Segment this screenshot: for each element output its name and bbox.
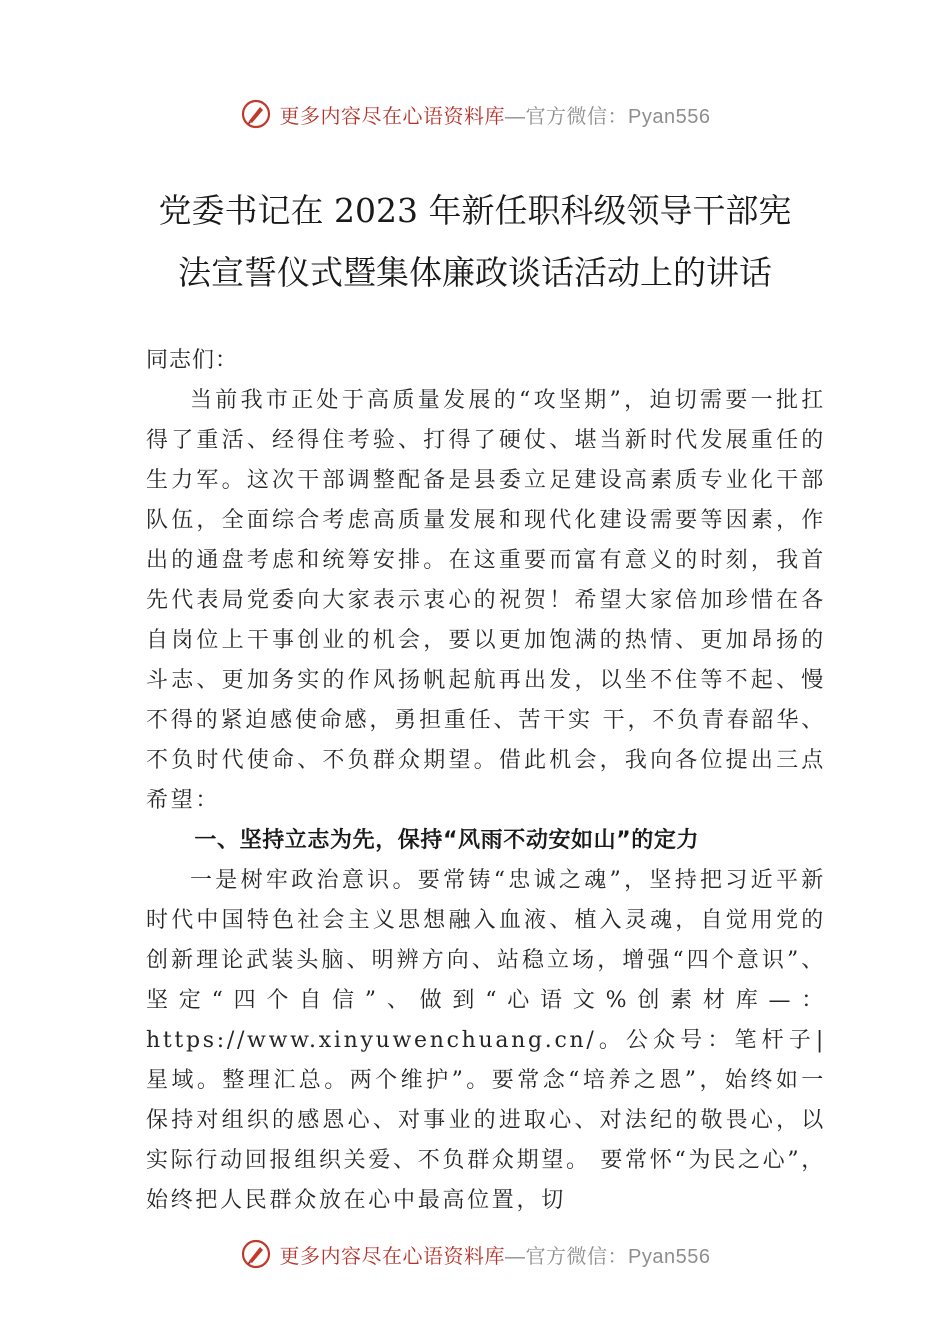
footer-watermark [0, 1234, 950, 1274]
document-body [146, 341, 826, 1221]
paragraph-political-awareness: 一是树牢政治意识。要常铸“忠诚之魂”，坚持把习近平新时代中国特色社会主义思想融入血液、植入灵魂，自觉用党的创新理论武装头脑、明辨方向、站稳立场，增强“四个意识”、坚定“四个自信”、做到“心语文%创素材库—：https://www.xinyuwenchuang.cn/。公众号：笔杆子|星域。整理汇总。两个维护”。要常念“培养之恩”，始终如一保持对组织的感恩心、对事业的进取心、对法纪的敬畏心，以实际行动回报组织关爱、不负群众期望。 要常怀“为民之心”，始终把人民群众放在心中最高位置，切 [146, 868, 826, 1213]
salutation: 同志们： [146, 348, 239, 373]
pen-logo-icon [240, 1238, 272, 1270]
watermark-text [280, 100, 711, 129]
paragraph-intro: 当前我市正处于高质量发展的“攻坚期”，迫切需要一批扛得了重活、经得住考验、打得了硬仗、堪当新时代发展重任的生力军。这次干部调整配备是县委立足建设高素质专业化干部队伍，全面综合考虑高质量发展和现代化建设需要等因素，作出的通盘考虑和统筹安排。在这重要而富有意义的时刻，我首先代表局党委向大家表示衷心的祝贺！希望大家倍加珍惜在各自岗位上干事创业的机会，要以更加饱满的热情、更加昂扬的斗志、更加务实的作风扬帆起航再出发，以坐不住等不起、慢不得的紧迫感使命感，勇担重任、苦干实 干，不负青春韶华、不负时代使命、不负群众期望。借此机会，我向各位提出三点希望： [146, 388, 826, 813]
watermark-text [280, 1240, 711, 1269]
watermark-dash: — [505, 105, 526, 128]
section-heading-1: 一、坚持立志为先，保持“风雨不动安如山”的定力 [194, 828, 700, 853]
watermark-brand: 更多内容尽在心语资料库 [279, 103, 506, 128]
header-watermark [0, 94, 950, 134]
watermark-wechat: 官方微信：Pyan556 [525, 105, 711, 128]
watermark-wechat: 官方微信：Pyan556 [525, 1245, 711, 1268]
pen-logo-icon [240, 98, 272, 130]
watermark-dash: — [505, 1245, 526, 1268]
title-line-1: 党委书记在 2023 年新任职科级领导干部宪 [158, 191, 792, 230]
watermark-brand: 更多内容尽在心语资料库 [279, 1243, 506, 1268]
title-line-2: 法宣誓仪式暨集体廉政谈话活动上的讲话 [178, 253, 772, 292]
document-title [120, 180, 830, 304]
